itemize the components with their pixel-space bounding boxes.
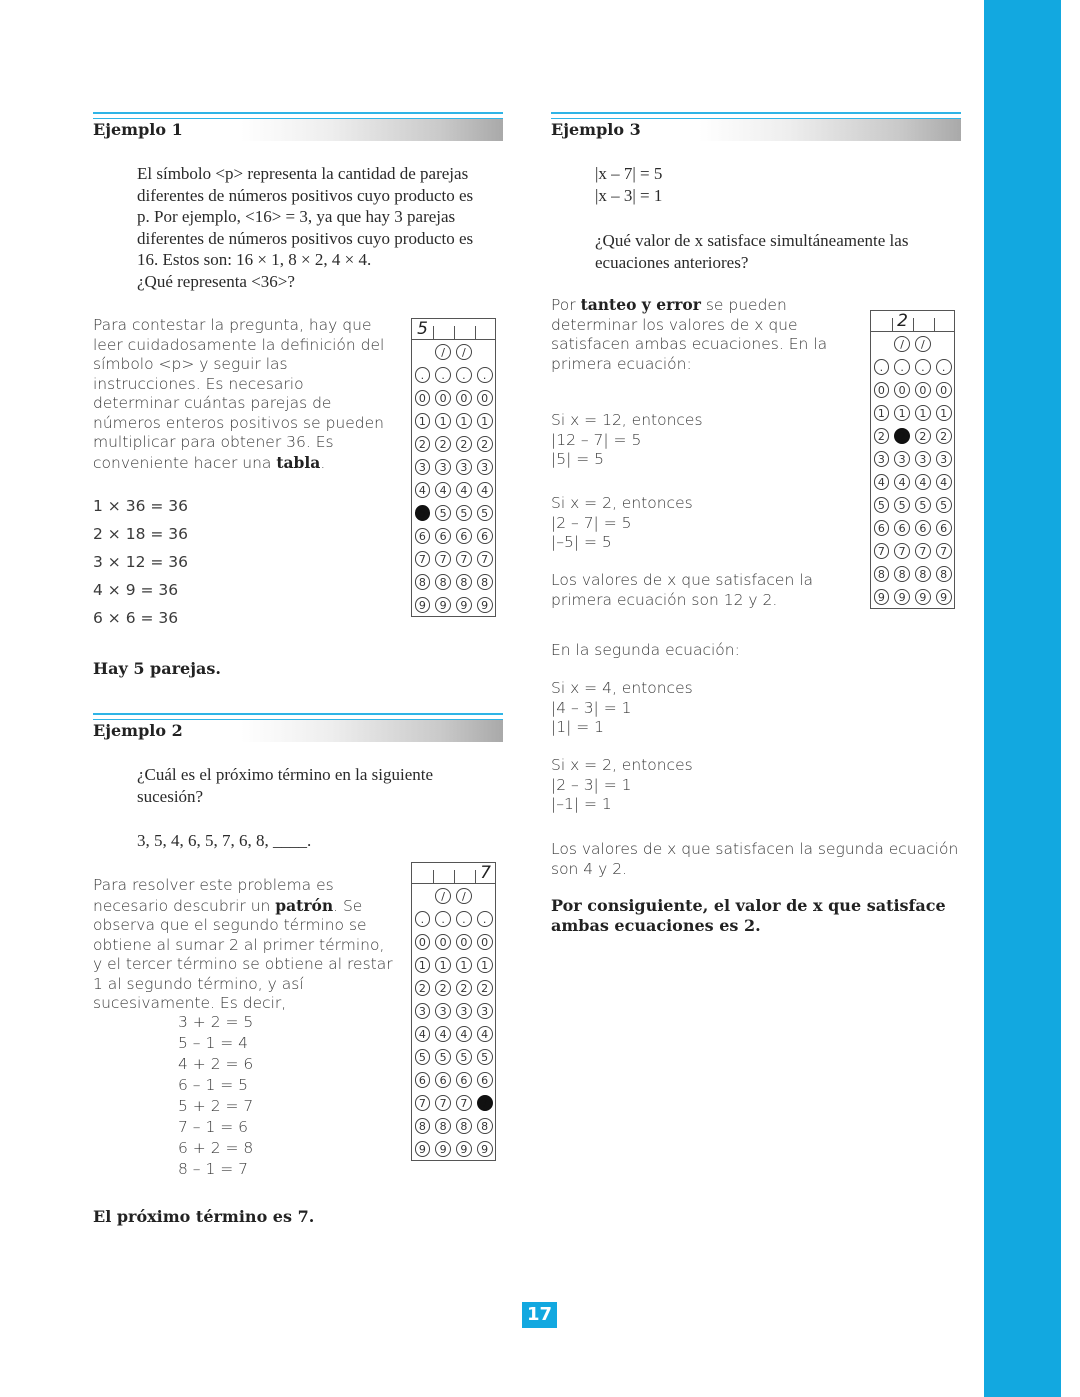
case-line: |1| = 1 <box>551 718 605 736</box>
grid-bubble: 2 <box>435 980 451 996</box>
ejemplo1-answer: Hay 5 parejas. <box>93 659 221 678</box>
ejemplo3-case1 <box>551 411 703 470</box>
equation: 6 × 6 = 36 <box>93 609 179 627</box>
grid-header-cell: 7 <box>480 863 491 883</box>
grid-bubble: 7 <box>477 1095 493 1111</box>
explanation-line: números enteros positivos se pueden <box>93 413 384 432</box>
equation: 3 × 12 = 36 <box>93 553 188 571</box>
ejemplo2-steps <box>178 1012 253 1180</box>
explanation-line: 1 al segundo término, y así <box>93 974 304 993</box>
explanation-text: conveniente hacer una <box>93 453 277 472</box>
grid-bubble: 9 <box>456 597 472 613</box>
step: 5 + 2 = 7 <box>178 1097 254 1115</box>
grid-bubble-row <box>412 953 495 976</box>
grid-bubble-row <box>412 999 495 1022</box>
grid-bubble: 2 <box>936 428 952 444</box>
grid-bubble: . <box>456 367 472 383</box>
case-line: |–5| = 5 <box>551 533 612 551</box>
grid-bubble: 2 <box>874 428 890 444</box>
ejemplo3-first-result <box>551 571 813 610</box>
problem-line: ¿Qué representa <36>? <box>137 271 295 291</box>
result-line: primera ecuación son 12 y 2. <box>551 590 778 609</box>
grid-bubble: 1 <box>415 413 431 429</box>
grid-bubble: 4 <box>435 1026 451 1042</box>
case-line: Si x = 2, entonces <box>551 756 693 774</box>
equation: |x – 3| = 1 <box>595 185 663 205</box>
grid-bubble: 0 <box>456 390 472 406</box>
ejemplo3-second-intro: En la segunda ecuación: <box>551 641 740 659</box>
equation: |x – 7| = 5 <box>595 164 663 183</box>
grid-bubble: 3 <box>415 459 431 475</box>
grid-bubble: 6 <box>435 528 451 544</box>
grid-bubble: 5 <box>477 1049 493 1065</box>
ejemplo3-intro <box>551 295 851 374</box>
grid-bubble-row <box>871 378 954 401</box>
grid-bubble: 0 <box>477 934 493 950</box>
grid-bubble: 5 <box>894 497 910 513</box>
page-number: 17 <box>522 1302 557 1328</box>
grid-bubble-row <box>871 447 954 470</box>
grid-bubble: 9 <box>456 1141 472 1157</box>
grid-bubble-row <box>871 424 954 447</box>
grid-bubble: 9 <box>477 597 493 613</box>
grid-bubble-row <box>871 539 954 562</box>
grid-bubble: 5 <box>874 497 890 513</box>
intro-line: determinar los valores de x que <box>551 315 798 334</box>
answer-grid-ejemplo1 <box>411 318 496 617</box>
grid-bubble: 9 <box>936 589 952 605</box>
grid-bubble: 0 <box>894 382 910 398</box>
grid-header-cell <box>433 319 454 339</box>
grid-bubble: 9 <box>415 597 431 613</box>
grid-answer-header <box>870 310 955 331</box>
grid-bubble: 5 <box>456 505 472 521</box>
ejemplo2-sequence: 3, 5, 4, 6, 5, 7, 6, 8, ____. <box>137 831 312 850</box>
case-line: Si x = 12, entonces <box>551 411 703 429</box>
grid-bubble-row <box>412 547 495 570</box>
grid-bubble: 2 <box>456 436 472 452</box>
problem-line: p. Por ejemplo, <16> = 3, ya que hay 3 parejas <box>137 207 456 226</box>
ejemplo1-problem <box>137 163 507 292</box>
intro-line: primera ecuación: <box>551 354 692 373</box>
grid-bubble: 5 <box>415 1049 431 1065</box>
conclusion-line: ambas ecuaciones es 2. <box>551 915 761 935</box>
grid-bubble: 6 <box>874 520 890 536</box>
grid-bubble: . <box>477 367 493 383</box>
grid-bubble: 3 <box>915 451 931 467</box>
grid-bubble: 0 <box>477 390 493 406</box>
grid-bubble: . <box>874 359 890 375</box>
grid-bubble: 6 <box>477 528 493 544</box>
grid-header-cell <box>454 863 475 883</box>
grid-bubble: . <box>435 367 451 383</box>
grid-bubble-row <box>412 432 495 455</box>
grid-bubble-row <box>412 501 495 524</box>
grid-bubble-row <box>412 1068 495 1091</box>
grid-bubble: 5 <box>435 1049 451 1065</box>
grid-bubble: 8 <box>435 1118 451 1134</box>
case-line: |2 – 7| = 5 <box>551 513 632 532</box>
case-line: Si x = 2, entonces <box>551 494 693 512</box>
grid-bubble: 1 <box>477 413 493 429</box>
grid-bubble: 7 <box>915 543 931 559</box>
grid-bubble: 0 <box>415 390 431 406</box>
grid-bubble: 1 <box>435 957 451 973</box>
grid-bubble: 8 <box>874 566 890 582</box>
ejemplo2-explanation <box>93 876 393 1014</box>
grid-header-cell <box>433 863 454 883</box>
grid-bubble-row <box>412 1137 495 1160</box>
grid-bubble: 1 <box>874 405 890 421</box>
grid-bubble: 6 <box>894 520 910 536</box>
grid-bubble: 5 <box>477 505 493 521</box>
grid-bubble-row <box>871 585 954 608</box>
grid-bubble: 4 <box>874 474 890 490</box>
ejemplo3-second-result <box>551 840 961 879</box>
grid-bubble-row <box>412 884 495 907</box>
grid-bubble: 8 <box>915 566 931 582</box>
grid-bubble: 3 <box>894 451 910 467</box>
answer-grid-ejemplo2 <box>411 862 496 1161</box>
ejemplo2-header <box>93 713 503 743</box>
grid-bubble: 3 <box>874 451 890 467</box>
grid-bubble-row <box>412 1091 495 1114</box>
ejemplo2-answer: El próximo término es 7. <box>93 1207 315 1226</box>
grid-bubble: 4 <box>915 474 931 490</box>
grid-bubble-row <box>412 455 495 478</box>
grid-bubble: 9 <box>874 589 890 605</box>
grid-bubble: 0 <box>874 382 890 398</box>
grid-bubble: 2 <box>894 428 910 444</box>
side-color-band <box>984 0 1061 1397</box>
problem-line: ¿Cuál es el próximo término en la siguiente <box>137 765 434 784</box>
explanation-bold: patrón <box>275 895 334 915</box>
grid-bubble: 7 <box>456 551 472 567</box>
grid-bubble-row <box>871 516 954 539</box>
grid-bubble: 4 <box>435 482 451 498</box>
grid-bubble-row <box>412 478 495 501</box>
grid-bubble: 2 <box>477 980 493 996</box>
ejemplo3-case4 <box>551 756 693 815</box>
problem-line: El símbolo <p> representa la cantidad de parejas <box>137 164 469 183</box>
explanation-line <box>93 896 393 917</box>
grid-bubble-row <box>871 470 954 493</box>
ejemplo3-question <box>595 230 965 273</box>
grid-bubble-row <box>412 363 495 386</box>
grid-bubble-row <box>871 493 954 516</box>
grid-bubble: 3 <box>456 459 472 475</box>
grid-bubble: . <box>936 359 952 375</box>
explanation-line: instrucciones. Es necesario <box>93 374 304 393</box>
grid-bubble-row <box>412 930 495 953</box>
grid-bubble: / <box>435 888 451 904</box>
intro-line <box>551 295 851 316</box>
grid-bubble: 7 <box>477 551 493 567</box>
grid-bubble: / <box>456 344 472 360</box>
grid-bubble: / <box>435 344 451 360</box>
grid-bubble: 7 <box>415 1095 431 1111</box>
grid-bubble-row <box>412 524 495 547</box>
ejemplo3-title: Ejemplo 3 <box>551 120 641 139</box>
step: 4 + 2 = 6 <box>178 1055 254 1073</box>
grid-bubble: 3 <box>435 1003 451 1019</box>
case-line: |4 – 3| = 1 <box>551 698 632 717</box>
ejemplo1-equations <box>93 492 188 632</box>
grid-bubble: 2 <box>415 980 431 996</box>
equation: 4 × 9 = 36 <box>93 581 179 599</box>
equation: 2 × 18 = 36 <box>93 525 188 543</box>
ejemplo1-title: Ejemplo 1 <box>93 120 183 139</box>
grid-bubble: / <box>894 336 910 352</box>
grid-bubble-row <box>412 976 495 999</box>
explanation-line: Para resolver este problema es <box>93 876 334 894</box>
case-line: |–1| = 1 <box>551 795 612 813</box>
explanation-line: multiplicar para obtener 36. Es <box>93 433 334 451</box>
grid-bubble: 0 <box>415 934 431 950</box>
grid-bubble: 9 <box>435 597 451 613</box>
grid-bubble: 4 <box>456 482 472 498</box>
grid-bubble: 7 <box>435 551 451 567</box>
grid-header-cell <box>934 311 955 331</box>
grid-bubble: 4 <box>456 1026 472 1042</box>
explanation-line: símbolo <p> y seguir las <box>93 355 288 373</box>
explanation-text: . Se <box>333 896 363 915</box>
grid-bubble: 5 <box>435 505 451 521</box>
result-line: son 4 y 2. <box>551 859 627 878</box>
grid-bubble: . <box>894 359 910 375</box>
grid-bubble-row <box>412 1045 495 1068</box>
grid-bubble: / <box>456 888 472 904</box>
grid-header-cell <box>913 311 934 331</box>
grid-bubble: 3 <box>435 459 451 475</box>
explanation-text: necesario descubrir un <box>93 896 276 915</box>
explanation-line: Para contestar la pregunta, hay que <box>93 316 372 334</box>
grid-bubble-row <box>412 340 495 363</box>
grid-bubble: 0 <box>456 934 472 950</box>
grid-bubble: 0 <box>915 382 931 398</box>
explanation-bold: tabla <box>276 452 321 472</box>
grid-bubble: 8 <box>894 566 910 582</box>
explanation-end: . <box>320 453 326 472</box>
step: 6 + 2 = 8 <box>178 1139 254 1157</box>
grid-bubble: 2 <box>477 436 493 452</box>
grid-bubble: . <box>915 359 931 375</box>
problem-line: diferentes de números positivos cuyo producto es <box>137 185 474 205</box>
grid-answer-header <box>411 318 496 339</box>
explanation-line: determinar cuántas parejas de <box>93 394 332 412</box>
intro-line: satisfacen ambas ecuaciones. En la <box>551 335 828 353</box>
grid-bubble: 1 <box>894 405 910 421</box>
grid-bubble: 8 <box>415 574 431 590</box>
grid-bubble-row <box>871 401 954 424</box>
grid-bubble: 6 <box>936 520 952 536</box>
grid-bubble-row <box>412 409 495 432</box>
grid-bubble: 8 <box>456 574 472 590</box>
grid-bubble: 4 <box>894 474 910 490</box>
grid-bubble: . <box>477 911 493 927</box>
grid-bubble: 9 <box>915 589 931 605</box>
grid-bubble: 8 <box>435 574 451 590</box>
grid-bubble: 9 <box>894 589 910 605</box>
grid-bubble: 3 <box>936 451 952 467</box>
grid-bubble: 1 <box>435 413 451 429</box>
grid-bubble: 3 <box>456 1003 472 1019</box>
grid-bubble: 2 <box>435 436 451 452</box>
grid-bubble: 5 <box>415 505 431 521</box>
grid-bubble: 4 <box>415 1026 431 1042</box>
grid-bubble: / <box>915 336 931 352</box>
grid-bubble: 6 <box>415 528 431 544</box>
ejemplo1-explanation <box>93 316 393 473</box>
grid-header-cell: 2 <box>897 311 908 331</box>
ejemplo2-problem <box>137 764 507 807</box>
grid-bubble-row <box>871 332 954 355</box>
grid-bubble-row <box>871 355 954 378</box>
grid-bubble: 4 <box>477 1026 493 1042</box>
intro-text: Por <box>551 296 581 314</box>
result-line: Los valores de x que satisfacen la segunda ecuación <box>551 840 959 858</box>
grid-bubble: 7 <box>456 1095 472 1111</box>
grid-bubble: . <box>435 911 451 927</box>
grid-bubble: 0 <box>936 382 952 398</box>
answer-grid-ejemplo3 <box>870 310 955 609</box>
grid-bubble-row <box>412 386 495 409</box>
grid-bubble: 6 <box>456 1072 472 1088</box>
case-line: Si x = 4, entonces <box>551 679 693 697</box>
step: 5 – 1 = 4 <box>178 1034 249 1052</box>
grid-header-cell <box>412 863 433 883</box>
grid-bubble: 5 <box>936 497 952 513</box>
grid-bubble: 0 <box>435 390 451 406</box>
grid-bubble: 8 <box>456 1118 472 1134</box>
problem-line: diferentes de números positivos cuyo producto es <box>137 228 474 248</box>
grid-bubble: 4 <box>477 482 493 498</box>
grid-bubble: 1 <box>456 413 472 429</box>
question-line: ¿Qué valor de x satisface simultáneamente las <box>595 231 909 250</box>
ejemplo2-title: Ejemplo 2 <box>93 721 183 740</box>
grid-bubble: 4 <box>936 474 952 490</box>
grid-bubble: 7 <box>415 551 431 567</box>
grid-bubble: 8 <box>415 1118 431 1134</box>
grid-bubble: 1 <box>415 957 431 973</box>
grid-bubble: 7 <box>936 543 952 559</box>
grid-bubble: 7 <box>435 1095 451 1111</box>
explanation-line: sucesivamente. Es decir, <box>93 994 287 1012</box>
grid-bubble: 6 <box>415 1072 431 1088</box>
ejemplo3-header <box>551 112 961 142</box>
grid-header-cell <box>454 319 475 339</box>
grid-bubble: 6 <box>435 1072 451 1088</box>
grid-header-cell <box>871 311 892 331</box>
grid-bubble-row <box>871 562 954 585</box>
grid-bubble: 7 <box>874 543 890 559</box>
grid-bubble: 3 <box>415 1003 431 1019</box>
grid-bubble: 8 <box>477 1118 493 1134</box>
grid-bubble-row <box>412 1022 495 1045</box>
case-line: |2 – 3| = 1 <box>551 775 632 794</box>
grid-bubble: 3 <box>477 1003 493 1019</box>
grid-bubble: 6 <box>456 528 472 544</box>
grid-bubble: 5 <box>915 497 931 513</box>
question-line: ecuaciones anteriores? <box>595 252 749 272</box>
grid-header-cell: 5 <box>417 319 428 339</box>
ejemplo1-header <box>93 112 503 142</box>
case-line: |5| = 5 <box>551 450 605 468</box>
grid-bubble: 9 <box>415 1141 431 1157</box>
grid-bubble: 0 <box>435 934 451 950</box>
grid-header-cell <box>475 319 496 339</box>
grid-bubble: 6 <box>477 1072 493 1088</box>
grid-bubble: 2 <box>915 428 931 444</box>
grid-bubble: 8 <box>936 566 952 582</box>
ejemplo3-case3 <box>551 679 693 738</box>
intro-text: se pueden <box>700 296 787 314</box>
grid-bubble: . <box>415 911 431 927</box>
grid-bubble: . <box>456 911 472 927</box>
grid-bubble: 4 <box>415 482 431 498</box>
result-line: Los valores de x que satisfacen la <box>551 571 814 589</box>
ejemplo3-conclusion <box>551 896 946 935</box>
grid-bubble: 7 <box>894 543 910 559</box>
step: 3 + 2 = 5 <box>178 1013 254 1031</box>
grid-bubble: 3 <box>477 459 493 475</box>
grid-bubble: 6 <box>915 520 931 536</box>
explanation-line: leer cuidadosamente la definición del <box>93 335 385 354</box>
grid-bubble-row <box>412 907 495 930</box>
intro-bold: tanteo y error <box>580 295 701 314</box>
problem-line: sucesión? <box>137 786 204 806</box>
grid-bubble-row <box>412 1114 495 1137</box>
explanation-line: observa que el segundo término se <box>93 916 367 934</box>
ejemplo3-case2 <box>551 494 693 553</box>
grid-bubble: 8 <box>477 574 493 590</box>
grid-bubble: 1 <box>915 405 931 421</box>
grid-bubble: 9 <box>435 1141 451 1157</box>
grid-bubble: 1 <box>456 957 472 973</box>
step: 6 – 1 = 5 <box>178 1076 249 1094</box>
explanation-line: obtiene al sumar 2 al primer término, <box>93 935 385 954</box>
grid-bubble: 2 <box>456 980 472 996</box>
equation: 1 × 36 = 36 <box>93 497 188 515</box>
step: 8 – 1 = 7 <box>178 1160 249 1178</box>
grid-bubble-row <box>412 593 495 616</box>
grid-bubble: 1 <box>936 405 952 421</box>
grid-bubble: 9 <box>477 1141 493 1157</box>
grid-bubble: 1 <box>477 957 493 973</box>
problem-line: 16. Estos son: 16 × 1, 8 × 2, 4 × 4. <box>137 250 372 269</box>
ejemplo3-equations <box>595 163 662 206</box>
explanation-line: y el tercer término se obtiene al restar <box>93 955 393 973</box>
grid-bubble-row <box>412 570 495 593</box>
explanation-line <box>93 453 393 474</box>
grid-bubble: 5 <box>456 1049 472 1065</box>
step: 7 – 1 = 6 <box>178 1118 249 1136</box>
grid-answer-header <box>411 862 496 883</box>
grid-bubble: 2 <box>415 436 431 452</box>
case-line: |12 – 7| = 5 <box>551 430 642 449</box>
conclusion-line: Por consiguiente, el valor de x que satisface <box>551 896 946 915</box>
grid-bubble: . <box>415 367 431 383</box>
